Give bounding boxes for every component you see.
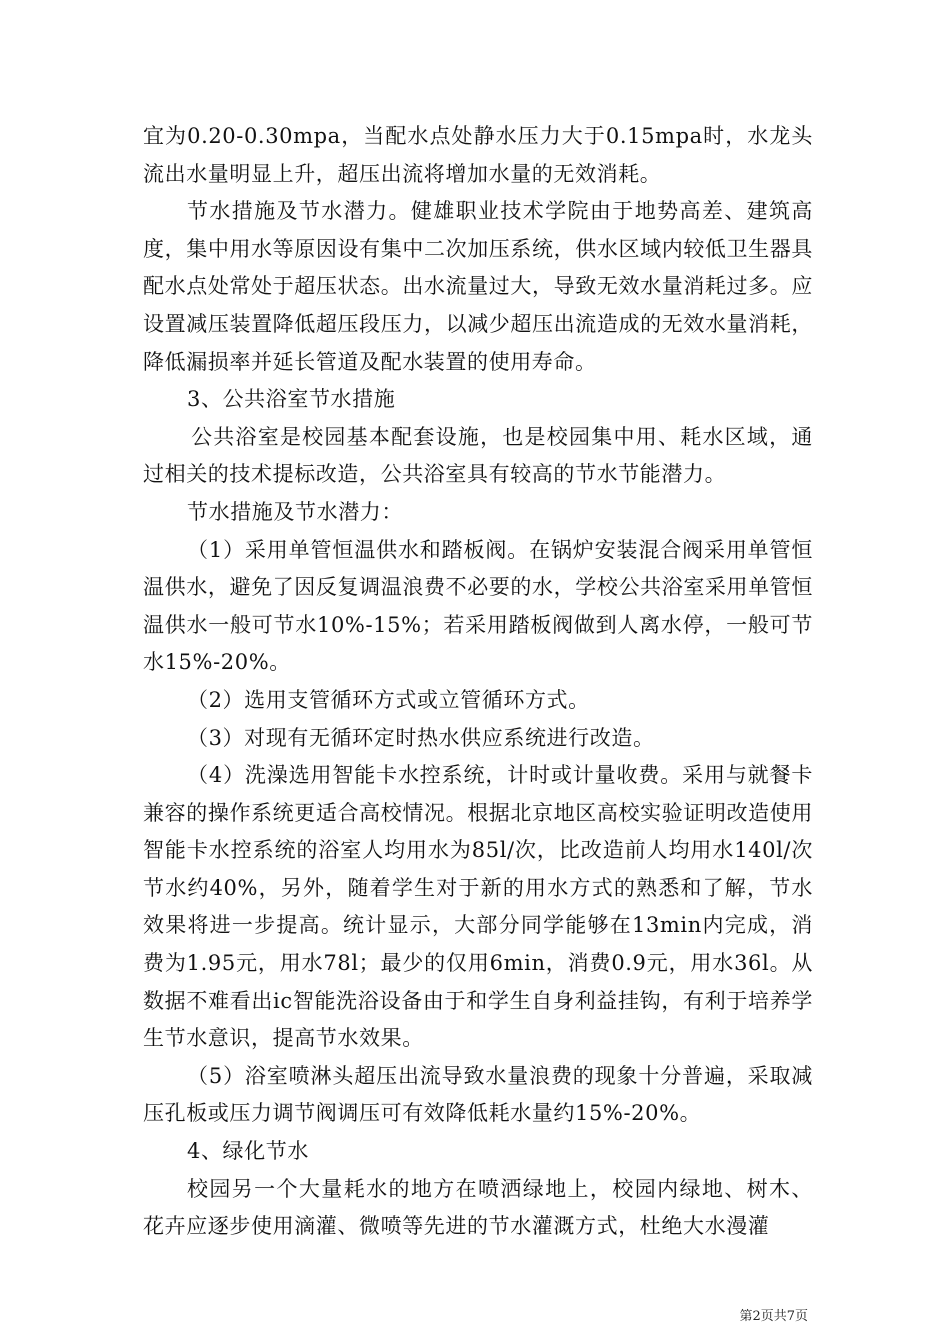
body-text: [143, 118, 813, 1246]
paragraph-public-bathroom-intro: 公共浴室是校园基本配套设施，也是校园集中用、耗水区域，通过相关的技术提标改造，公共浴室具有较高的节水节能潜力。: [143, 424, 813, 487]
paragraph-greening-intro: 校园另一个大量耗水的地方在喷洒绿地上，校园内绿地、树木、花卉应逐步使用滴灌、微喷等先进的节水灌溉方式，杜绝大水漫灌: [143, 1176, 813, 1239]
list-item-5: （5）浴室喷淋头超压出流导致水量浪费的现象十分普遍，采取减压孔板或压力调节阀调压可有效降低耗水量约15%-20%。: [143, 1063, 813, 1126]
paragraph-measures-label: 节水措施及节水潜力：: [187, 499, 403, 524]
list-item-1: （1）采用单管恒温供水和踏板阀。在锅炉安装混合阀采用单管恒温供水，避免了因反复调温浪费不必要的水，学校公共浴室采用单管恒温供水一般可节水10%-15%；若采用踏板阀做到人离水停，一般可节水15%-20%。: [143, 537, 813, 675]
paragraph-water-saving-potential: 节水措施及节水潜力。健雄职业技术学院由于地势高差、建筑高度，集中用水等原因设有集中二次加压系统，供水区域内较低卫生器具配水点处常处于超压状态。出水流量过大，导致无效水量消耗过多。应设置减压装置降低超压段压力，以减少超压出流造成的无效水量消耗，降低漏损率并延长管道及配水装置的使用寿命。: [143, 199, 813, 374]
section-heading-greening: 4、绿化节水: [187, 1139, 309, 1164]
list-item-2: （2）选用支管循环方式或立管循环方式。: [187, 687, 590, 712]
paragraph-pressure-continued: 宜为0.20-0.30mpa，当配水点处静水压力大于0.15mpa时，水龙头流出水量明显上升，超压出流将增加水量的无效消耗。: [143, 124, 813, 186]
page-number-footer: 第2页共7页: [739, 1309, 808, 1324]
list-item-3: （3）对现有无循环定时热水供应系统进行改造。: [187, 725, 655, 750]
list-item-4: （4）洗澡选用智能卡水控系统，计时或计量收费。采用与就餐卡兼容的操作系统更适合高校情况。根据北京地区高校实验证明改造使用智能卡水控系统的浴室人均用水为85l/次，比改造前人均用水140l/次节水约40%，另外，随着学生对于新的用水方式的熟悉和了解，节水效果将进一步提高。统计显示，大部分同学能够在13min内完成，消费为1.95元，用水78l；最少的仅用6min，消费0.9元，用水36l。从数据不难看出ic智能洗浴设备由于和学生自身利益挂钩，有利于培养学生节水意识，提高节水效果。: [143, 763, 813, 1051]
section-heading-public-bathroom: 3、公共浴室节水措施: [187, 387, 396, 412]
